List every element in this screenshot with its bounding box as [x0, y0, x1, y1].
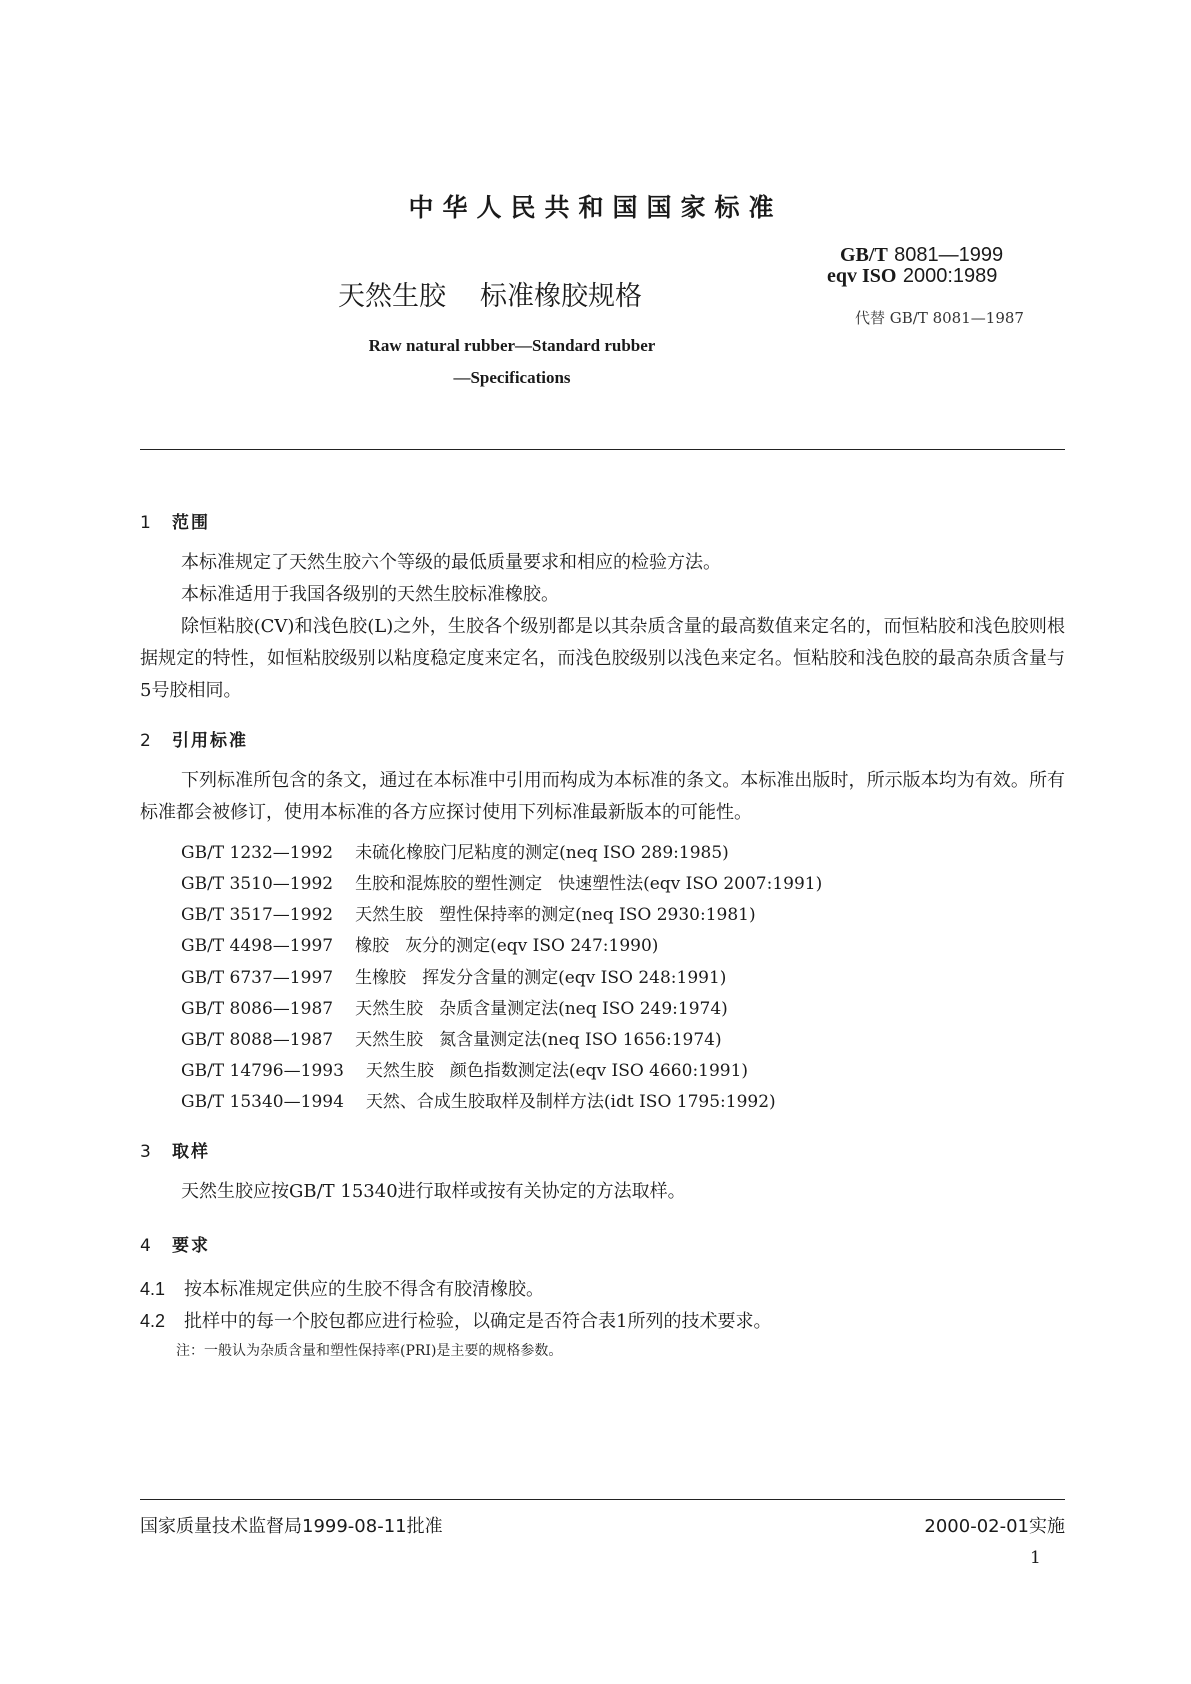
chinese-title-part2: 标准橡胶规格	[480, 281, 642, 312]
reference-item: GB/T 3517—1992 天然生胶 塑性保持率的测定(neq ISO 2930:1981)	[181, 905, 756, 925]
section-4-heading	[140, 1231, 210, 1256]
section-1-paragraph-1: 本标准规定了天然生胶六个等级的最低质量要求和相应的检验方法。	[181, 552, 721, 573]
reference-item: GB/T 14796—1993 天然生胶 颜色指数测定法(eqv ISO 4660:1991)	[181, 1061, 749, 1081]
replaces-standard: 代替 GB/T 8081—1987	[855, 309, 1024, 327]
section-3-heading	[140, 1137, 210, 1162]
effective-date: 2000-02-01实施	[924, 1516, 1065, 1537]
reference-item: GB/T 1232—1992 未硫化橡胶门尼粘度的测定(neq ISO 289:1985)	[181, 843, 729, 863]
standard-code	[840, 243, 1003, 266]
reference-item: GB/T 4498—1997 橡胶 灰分的测定(eqv ISO 247:1990)	[181, 936, 659, 956]
requirement-4-2-number: 4.2	[140, 1311, 166, 1331]
section-3-paragraph-1: 天然生胶应按GB/T 15340进行取样或按有关协定的方法取样。	[181, 1181, 686, 1202]
section-2-heading	[140, 726, 248, 751]
requirement-4-1	[140, 1275, 544, 1301]
header-divider	[140, 449, 1065, 450]
reference-item: GB/T 3510—1992 生胶和混炼胶的塑性测定 快速塑性法(eqv ISO 2007:1991)	[181, 874, 823, 894]
reference-item: GB/T 6737—1997 生橡胶 挥发分含量的测定(eqv ISO 248:1991)	[181, 968, 727, 988]
section-4-title: 要求	[172, 1236, 210, 1256]
equivalent-code-prefix: eqv ISO	[827, 265, 897, 287]
approval-date: 国家质量技术监督局1999-08-11批准	[140, 1516, 443, 1537]
standard-code-number: 8081—1999	[894, 244, 1004, 266]
standard-code-prefix: GB/T	[840, 244, 888, 266]
chinese-title-part1: 天然生胶	[338, 281, 446, 312]
equivalent-standard-code	[827, 264, 997, 287]
footer-divider	[140, 1499, 1065, 1500]
reference-item: GB/T 8088—1987 天然生胶 氮含量测定法(neq ISO 1656:1974)	[181, 1030, 722, 1050]
section-1-heading	[140, 508, 210, 533]
requirement-note: 注：一般认为杂质含量和塑性保持率(PRI)是主要的规格参数。	[176, 1343, 563, 1359]
reference-item: GB/T 15340—1994 天然、合成生胶取样及制样方法(idt ISO 1795:1992)	[181, 1092, 776, 1112]
section-2-number: 2	[140, 731, 151, 751]
page-number: 1	[1030, 1548, 1041, 1568]
section-4-number: 4	[140, 1236, 151, 1256]
requirement-4-1-number: 4.1	[140, 1279, 166, 1299]
national-standard-title: 中华人民共和国国家标准	[408, 193, 783, 222]
section-3-title: 取样	[172, 1142, 210, 1162]
chinese-title	[338, 274, 642, 313]
section-3-number: 3	[140, 1142, 151, 1162]
requirement-4-2-text: 批样中的每一个胶包都应进行检验，以确定是否符合表1所列的技术要求。	[184, 1311, 772, 1332]
english-title-line1: Raw natural rubber—Standard rubber	[368, 336, 656, 355]
requirement-4-2	[140, 1307, 771, 1333]
section-1-paragraph-2: 本标准适用于我国各级别的天然生胶标准橡胶。	[181, 584, 559, 605]
section-2-title: 引用标准	[172, 731, 248, 751]
section-1-paragraph-3: 除恒粘胶(CV)和浅色胶(L)之外，生胶各个级别都是以其杂质含量的最高数值来定名的，而恒粘胶和浅色胶则根据规定的特性，如恒粘胶级别以粘度稳定度来定名，而浅色胶级别以浅色来定名。恒粘胶和浅色胶的最高杂质含量与5号胶相同。	[140, 616, 1065, 701]
english-title-line2: —Specifications	[453, 368, 571, 387]
reference-item: GB/T 8086—1987 天然生胶 杂质含量测定法(neq ISO 249:1974)	[181, 999, 728, 1019]
section-2-paragraph-1: 下列标准所包含的条文，通过在本标准中引用而构成为本标准的条文。本标准出版时，所示版本均为有效。所有标准都会被修订，使用本标准的各方应探讨使用下列标准最新版本的可能性。	[140, 770, 1065, 823]
requirement-4-1-text: 按本标准规定供应的生胶不得含有胶清橡胶。	[184, 1279, 544, 1300]
section-1-number: 1	[140, 513, 151, 533]
section-1-title: 范围	[172, 513, 210, 533]
equivalent-code-number: 2000:1989	[902, 265, 998, 287]
